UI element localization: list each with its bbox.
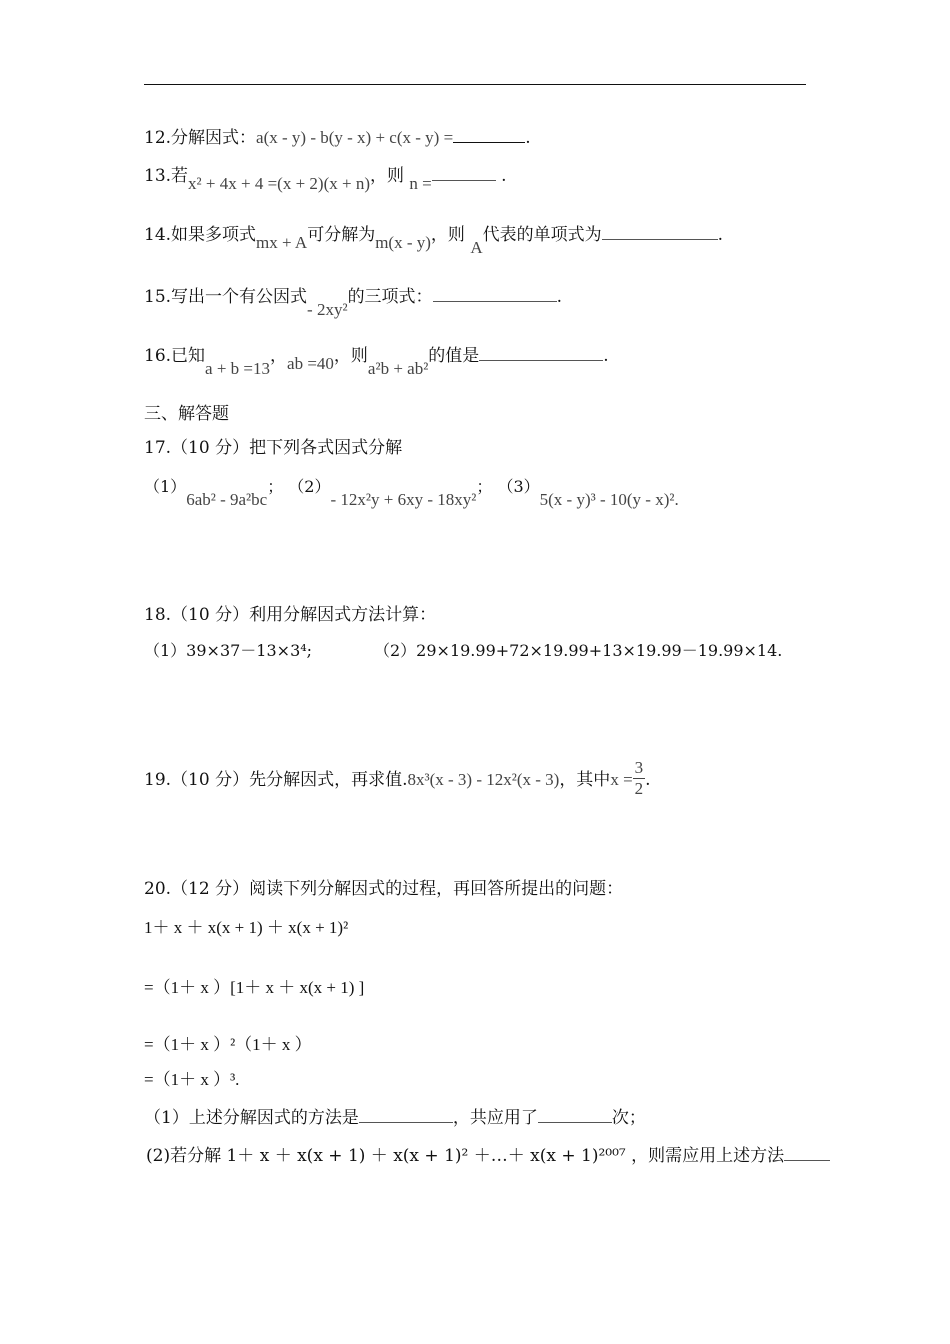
q19-text: 19.（10 分）先分解因式，再求值.	[144, 770, 408, 790]
q15-answer-blank[interactable]	[433, 287, 557, 302]
q17-end: .	[674, 490, 679, 509]
q15-label: 15.写出一个有公因式	[144, 287, 308, 307]
q16-label: 16.已知	[144, 346, 206, 366]
question-13	[144, 166, 507, 193]
q20-line-2: =（1＋ x ）[1＋ x ＋ x(x + 1) ]	[144, 978, 365, 997]
q17-part-2-label: （2）	[288, 477, 331, 496]
q14-polynomial: mx + A	[256, 233, 308, 252]
question-17-title: 17.（10 分）把下列各式因式分解	[144, 438, 403, 458]
q20-times-blank[interactable]	[784, 1146, 830, 1161]
q15-text-1: 的三项式：	[347, 287, 433, 307]
q19-end: .	[645, 770, 651, 790]
q20-sub-2-a: (2)若分解 1＋ x ＋ x(x + 1) ＋ x(x + 1)² ＋…＋ x(x + 1)²⁰⁰⁷ ，则需应用上述方法	[146, 1146, 785, 1166]
section-heading: 三、解答题	[144, 404, 229, 424]
question-16	[144, 346, 609, 378]
q20-sub-1	[144, 1108, 646, 1127]
q15-end: .	[556, 287, 562, 307]
q20-count-blank[interactable]	[538, 1108, 612, 1123]
q14-var: A	[470, 238, 483, 257]
q17-sep-1: ；	[267, 477, 284, 496]
question-19	[144, 760, 651, 801]
question-15	[144, 287, 562, 319]
question-12	[144, 128, 531, 147]
q13-answer-blank[interactable]	[432, 166, 496, 181]
q14-label: 14.如果多项式	[144, 225, 257, 245]
q20-line-4: =（1＋ x ）³.	[144, 1070, 240, 1089]
q20-sub-1-c: 次；	[611, 1108, 646, 1128]
q20-line-3: =（1＋ x ）²（1＋ x ）	[144, 1035, 312, 1054]
q19-fraction	[633, 758, 646, 799]
q16-separator: ，	[270, 346, 288, 366]
question-20-title: 20.（12 分）阅读下列分解因式的过程，再回答所提出的问题：	[144, 879, 624, 899]
q12-label: 12.分解因式：	[144, 128, 257, 148]
q17-part-1-expr: 6ab² - 9a²bc	[186, 490, 268, 509]
q19-denominator: 2	[634, 779, 644, 798]
q17-part-3-expr: 5(x - y)³ - 10(y - x)²	[539, 490, 675, 509]
q14-text-1: 可分解为	[307, 225, 376, 245]
question-17-parts	[144, 477, 679, 509]
q20-sub-2	[146, 1146, 830, 1165]
q14-form: m(x - y)	[375, 233, 431, 252]
q20-sub-1-b: ，共应用了	[452, 1108, 538, 1128]
q20-method-blank[interactable]	[359, 1108, 453, 1123]
q13-mid: ，则	[369, 166, 404, 186]
q13-expression: x² + 4x + 4 =(x + 2)(x + n)	[188, 174, 370, 193]
q12-expression: a(x - y) - b(y - x) + c(x - y) =	[256, 128, 454, 147]
q17-part-1-label: （1）	[144, 477, 187, 496]
q17-part-2-expr: - 12x²y + 6xy - 18xy²	[330, 490, 477, 509]
q13-label: 13.若	[144, 166, 189, 186]
q18-part-2: （2）29×19.99+72×19.99+13×19.99－19.99×14.	[374, 641, 783, 660]
q15-factor: - 2xy²	[307, 300, 348, 319]
q17-part-3-label: （3）	[497, 477, 540, 496]
q14-text-2: ，则	[430, 225, 465, 245]
q20-sub-1-a: （1）上述分解因式的方法是	[144, 1108, 359, 1128]
q16-condition-2: ab =40	[287, 354, 334, 373]
q13-var: n =	[409, 174, 432, 193]
q16-text-2: 的值是	[428, 346, 480, 366]
q20-line-1: 1＋ x ＋ x(x + 1) ＋ x(x + 1)²	[144, 918, 349, 937]
q19-text-1: ，其中	[559, 770, 611, 790]
q18-part-1: （1）39×37－13×3⁴;	[144, 641, 313, 660]
q16-text-1: ，则	[333, 346, 368, 366]
header-rule	[144, 84, 806, 85]
q16-answer-blank[interactable]	[479, 346, 603, 361]
q16-end: .	[603, 346, 609, 366]
question-14	[144, 225, 724, 257]
q12-end: .	[525, 128, 531, 148]
q16-expression: a²b + ab²	[367, 359, 429, 378]
q16-condition-1: a + b =13	[205, 359, 271, 378]
q19-var: x =	[610, 770, 633, 789]
q19-numerator: 3	[634, 758, 644, 777]
q14-answer-blank[interactable]	[602, 225, 718, 240]
q14-text-3: 代表的单项式为	[482, 225, 602, 245]
q13-end: .	[501, 166, 507, 186]
q17-sep-2: ；	[476, 477, 493, 496]
q12-answer-blank[interactable]	[453, 128, 525, 143]
q14-end: .	[717, 225, 724, 245]
question-18-title: 18.（10 分）利用分解因式方法计算：	[144, 605, 437, 625]
q19-expression: 8x³(x - 3) - 12x²(x - 3)	[407, 770, 560, 789]
